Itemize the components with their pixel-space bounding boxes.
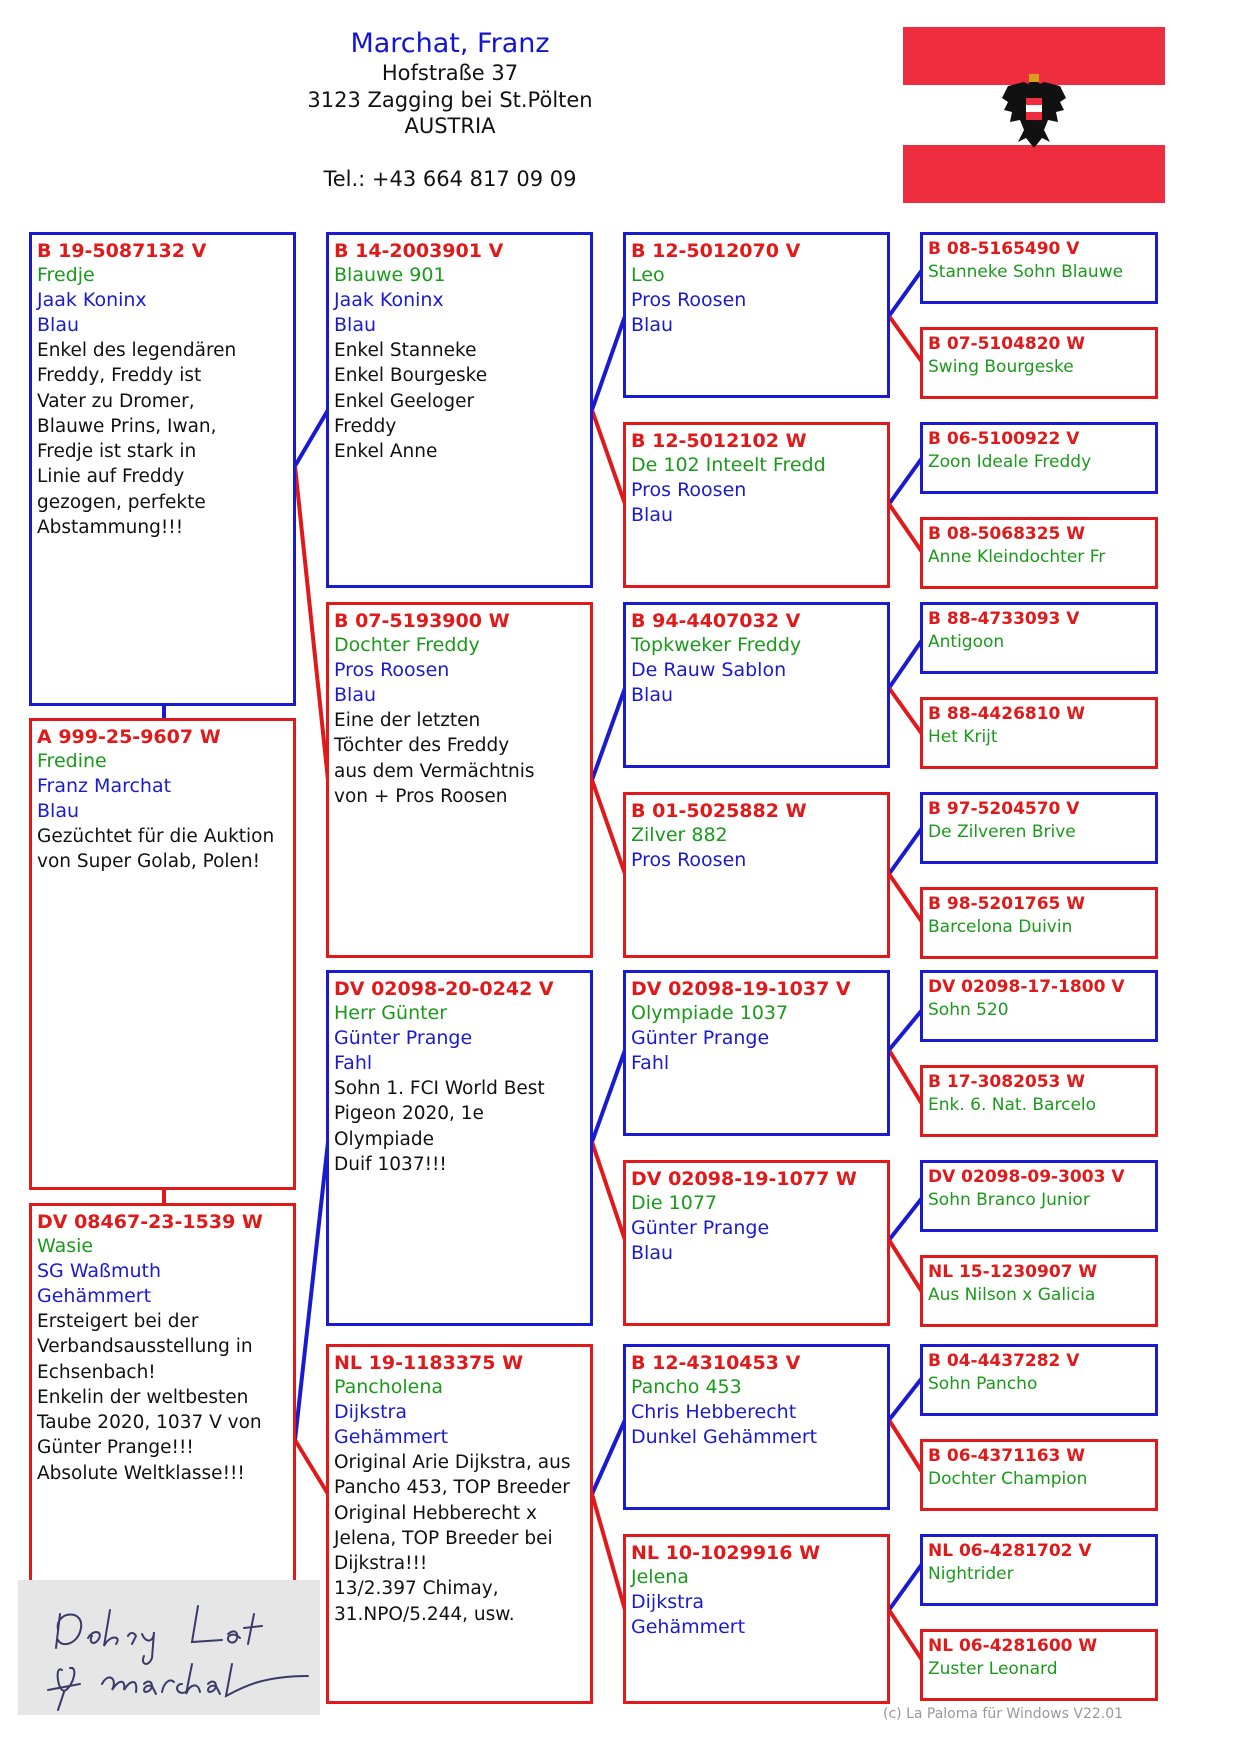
pigeon-note: Ersteigert bei der Verbandsausstellung in Echsenbach! Enkelin der weltbesten Taube 2020, 1037 V von Günter Prange!!! Absolute Weltklasse!!! (37, 1311, 262, 1484)
ring-number: NL 06-4281600 W (928, 1636, 1098, 1656)
pigeon-name: Nightrider (928, 1564, 1014, 1584)
pigeon-name: Swing Bourgeske (928, 357, 1074, 377)
ring-number: B 08-5165490 V (928, 239, 1080, 259)
owner-country: AUSTRIA (404, 114, 496, 138)
pigeon-color: Fahl (631, 1052, 670, 1074)
pigeon-card-ggg4 (920, 517, 1158, 589)
pigeon-card-subject (29, 718, 296, 1190)
ring-number: A 999-25-9607 W (37, 726, 221, 748)
breeder: Pros Roosen (334, 659, 450, 681)
breeder: Dijkstra (334, 1401, 407, 1423)
pigeon-name: Sohn 520 (928, 1000, 1009, 1020)
pigeon-color: Blau (334, 684, 376, 706)
ring-number: DV 02098-19-1037 V (631, 978, 851, 1000)
pigeon-note: Sohn 1. FCI World Best Pigeon 2020, 1e Olympiade Duif 1037!!! (334, 1078, 545, 1175)
ring-number: B 12-5012102 W (631, 430, 807, 452)
pigeon-name: Fredje (37, 264, 95, 286)
pigeon-name: Zoon Ideale Freddy (928, 452, 1092, 472)
pigeon-name: Zilver 882 (631, 824, 728, 846)
pigeon-card-gg3 (623, 602, 890, 768)
pigeon-note: Enkel des legendären Freddy, Freddy ist Vater zu Dromer, Blauwe Prins, Iwan, Fredje ist stark in Linie auf Freddy gezogen, perfekte Abstammung!!! (37, 340, 237, 539)
pigeon-card-ggg6 (920, 697, 1158, 769)
pigeon-name: De Zilveren Brive (928, 822, 1076, 842)
handwritten-signature (18, 1580, 320, 1715)
ring-number: DV 02098-17-1800 V (928, 977, 1125, 997)
pigeon-card-gg7 (623, 1344, 890, 1510)
software-footer: (c) La Paloma für Windows V22.01 (883, 1706, 1124, 1722)
pigeon-name: Zuster Leonard (928, 1659, 1058, 1679)
owner-city: 3123 Zagging bei St.Pölten (307, 88, 593, 112)
breeder: Jaak Koninx (334, 289, 444, 311)
ring-number: NL 19-1183375 W (334, 1352, 524, 1374)
pigeon-note: Original Arie Dijkstra, aus Pancho 453, TOP Breeder Original Hebberecht x Jelena, TOP Breeder bei Dijkstra!!! 13/2.397 Chimay, 31.NPO/5.244, usw. (334, 1452, 571, 1625)
pigeon-color: Blau (37, 800, 79, 822)
pigeon-name: Dochter Champion (928, 1469, 1088, 1489)
pigeon-name: Wasie (37, 1235, 94, 1257)
pigeon-card-ggg11 (920, 1160, 1158, 1232)
pigeon-card-gg4 (623, 792, 890, 958)
breeder: SG Waßmuth (37, 1260, 162, 1282)
pigeon-name: De 102 Inteelt Fredd (631, 454, 826, 476)
ring-number: B 07-5193900 W (334, 610, 510, 632)
pigeon-card-ggg7 (920, 792, 1158, 864)
pigeon-color: Blau (631, 684, 673, 706)
pigeon-card-g2 (326, 602, 593, 958)
ring-number: B 14-2003901 V (334, 240, 504, 262)
ring-number: B 04-4437282 V (928, 1351, 1080, 1371)
pigeon-card-dam (29, 1203, 296, 1591)
pigeon-card-gg5 (623, 970, 890, 1136)
ring-number: B 88-4733093 V (928, 609, 1080, 629)
pigeon-name: Die 1077 (631, 1192, 717, 1214)
pigeon-name: Anne Kleindochter Fr (928, 547, 1106, 567)
pigeon-name: Leo (631, 264, 665, 286)
pigeon-name: Sohn Branco Junior (928, 1190, 1090, 1210)
breeder: Chris Hebberecht (631, 1401, 797, 1423)
pigeon-card-ggg10 (920, 1065, 1158, 1137)
ring-number: B 17-3082053 W (928, 1072, 1086, 1092)
owner-phone: Tel.: +43 664 817 09 09 (323, 167, 577, 191)
ring-number: B 08-5068325 W (928, 524, 1086, 544)
pigeon-note: Gezüchtet für die Auktion von Super Golab, Polen! (37, 826, 275, 873)
pigeon-card-g4 (326, 1344, 593, 1704)
pigeon-name: Olympiade 1037 (631, 1002, 789, 1024)
ring-number: B 98-5201765 W (928, 894, 1086, 914)
breeder: De Rauw Sablon (631, 659, 787, 681)
pigeon-name: Pancholena (334, 1376, 444, 1398)
ring-number: B 07-5104820 W (928, 334, 1086, 354)
ring-number: B 06-5100922 V (928, 429, 1080, 449)
breeder: Günter Prange (631, 1027, 770, 1049)
breeder: Pros Roosen (631, 479, 747, 501)
pigeon-name: Topkweker Freddy (631, 634, 802, 656)
ring-number: B 01-5025882 W (631, 800, 807, 822)
ring-number: B 97-5204570 V (928, 799, 1080, 819)
pigeon-card-gg2 (623, 422, 890, 588)
pigeon-color: Blau (631, 1242, 673, 1264)
pigeon-color: Blau (631, 314, 673, 336)
pigeon-note: Enkel Stanneke Enkel Bourgeske Enkel Geeloger Freddy Enkel Anne (334, 340, 488, 463)
pigeon-card-ggg8 (920, 887, 1158, 959)
pigeon-name: Pancho 453 (631, 1376, 742, 1398)
ring-number: B 19-5087132 V (37, 240, 207, 262)
pigeon-name: Enk. 6. Nat. Barcelo (928, 1095, 1097, 1115)
ring-number: DV 02098-20-0242 V (334, 978, 554, 1000)
pigeon-color: Fahl (334, 1052, 373, 1074)
ring-number: B 94-4407032 V (631, 610, 801, 632)
pigeon-card-ggg12 (920, 1255, 1158, 1327)
breeder: Günter Prange (334, 1027, 473, 1049)
owner-street: Hofstraße 37 (381, 61, 519, 85)
pigeon-color: Gehämmert (37, 1285, 152, 1307)
ring-number: B 06-4371163 W (928, 1446, 1086, 1466)
pigeon-name: Herr Günter (334, 1002, 448, 1024)
pigeon-note: Eine der letzten Töchter des Freddy aus dem Vermächtnis von + Pros Roosen (334, 710, 535, 807)
breeder: Pros Roosen (631, 289, 747, 311)
breeder: Franz Marchat (37, 775, 172, 797)
pigeon-name: Sohn Pancho (928, 1374, 1038, 1394)
pigeon-name: Barcelona Duivin (928, 917, 1073, 937)
pigeon-color: Gehämmert (334, 1426, 449, 1448)
pigeon-card-ggg9 (920, 970, 1158, 1042)
pigeon-card-ggg2 (920, 327, 1158, 399)
pigeon-card-g3 (326, 970, 593, 1326)
pigeon-name: Stanneke Sohn Blauwe (928, 262, 1124, 282)
ring-number: NL 06-4281702 V (928, 1541, 1092, 1561)
pigeon-name: Antigoon (928, 632, 1005, 652)
ring-number: B 12-5012070 V (631, 240, 801, 262)
pigeon-card-ggg13 (920, 1344, 1158, 1416)
pigeon-card-gg8 (623, 1534, 890, 1704)
pigeon-card-ggg16 (920, 1629, 1158, 1701)
pigeon-card-ggg5 (920, 602, 1158, 674)
pigeon-name: Jelena (631, 1566, 689, 1588)
breeder: Dijkstra (631, 1591, 704, 1613)
ring-number: DV 02098-19-1077 W (631, 1168, 857, 1190)
pigeon-name: Fredine (37, 750, 107, 772)
pigeon-card-ggg14 (920, 1439, 1158, 1511)
pigeon-color: Blau (334, 314, 376, 336)
ring-number: B 88-4426810 W (928, 704, 1086, 724)
pigeon-card-gg1 (623, 232, 890, 398)
pigeon-color: Blau (631, 504, 673, 526)
ring-number: B 12-4310453 V (631, 1352, 801, 1374)
breeder: Jaak Koninx (37, 289, 147, 311)
pigeon-color: Dunkel Gehämmert (631, 1426, 818, 1448)
breeder: Pros Roosen (631, 849, 747, 871)
ring-number: DV 08467-23-1539 W (37, 1211, 263, 1233)
pigeon-name: Dochter Freddy (334, 634, 480, 656)
pigeon-card-sire-subject (29, 232, 296, 706)
pigeon-color: Blau (37, 314, 79, 336)
pigeon-card-g1 (326, 232, 593, 588)
pigeon-card-ggg3 (920, 422, 1158, 494)
ring-number: DV 02098-09-3003 V (928, 1167, 1125, 1187)
pigeon-name: Blauwe 901 (334, 264, 446, 286)
pigeon-card-ggg15 (920, 1534, 1158, 1606)
ring-number: NL 10-1029916 W (631, 1542, 821, 1564)
pigeon-card-gg6 (623, 1160, 890, 1326)
pigeon-color: Gehämmert (631, 1616, 746, 1638)
pigeon-name: Het Krijt (928, 727, 998, 747)
pigeon-card-ggg1 (920, 232, 1158, 304)
owner-name: Marchat, Franz (350, 28, 550, 59)
breeder: Günter Prange (631, 1217, 770, 1239)
ring-number: NL 15-1230907 W (928, 1262, 1098, 1282)
pigeon-name: Aus Nilson x Galicia (928, 1285, 1096, 1305)
